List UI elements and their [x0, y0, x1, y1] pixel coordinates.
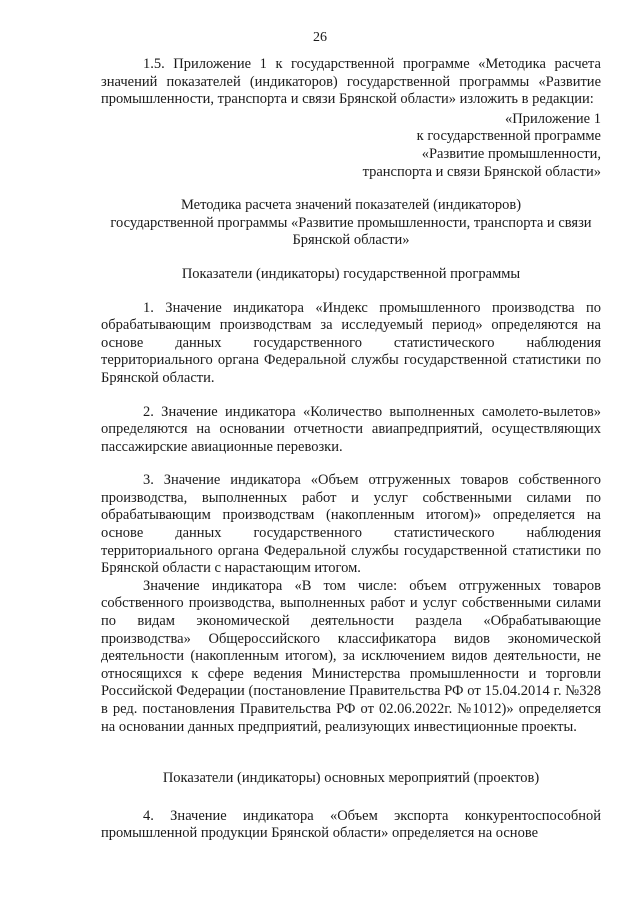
page-number: 26 [313, 30, 327, 45]
appendix-header-line: «Развитие промышленности, [421, 145, 601, 162]
appendix-header-line: транспорта и связи Брянской области» [362, 163, 601, 180]
paragraph-4: 4. Значение индикатора «Объем экспорта конкурентоспособной промышленной продукции Брянской области» определяется на основе [101, 807, 601, 842]
appendix-header [101, 111, 601, 181]
section-heading-activity-indicators: Показатели (индикаторы) основных мероприятий (проектов) [162, 770, 540, 787]
section-heading-program-indicators: Показатели (индикаторы) государственной программы [181, 265, 521, 282]
method-title-line: Брянской области» [292, 232, 410, 249]
method-title-line: Методика расчета значений показателей (индикаторов) [180, 197, 522, 214]
appendix-header-line: «Приложение 1 [505, 110, 601, 127]
appendix-header-line: к государственной программе [416, 128, 601, 145]
method-title [101, 197, 601, 250]
document-body [101, 56, 601, 843]
paragraph-3-continuation: Значение индикатора «В том числе: объем отгруженных товаров собственного производства, выполненных работ и услуг собственными силами по видам экономической деятельности раздела «Обрабатывающие производства» Общероссийского классификатора видов экономической деятельности (накопленным итогом), за исключением видов деятельности, не относящихся к сфере ведения Министерства промышленности и торговли Российской Федерации (постановление Правительства РФ от 15.04.2014 г. №328 в ред. постановления Правительства РФ от 02.06.2022г. №1012)» определяется на основании данных предприятий, реализующих инвестиционные проекты. [101, 577, 601, 735]
method-title-line: государственной программы «Развитие промышленности, транспорта и связи [110, 214, 592, 231]
paragraph-3: 3. Значение индикатора «Объем отгруженных товаров собственного производства, выполненных работ и услуг собственными силами по обрабатывающим производствам (накопленным итогом)» определяется на основе данных государственного статистического наблюдения территориального органа Федеральной службы государственной статистики по Брянской области с нарастающим итогом. [101, 472, 601, 577]
intro-paragraph: 1.5. Приложение 1 к государственной программе «Методика расчета значений показателей (индикаторов) государственной программы «Развитие промышленности, транспорта и связи Брянской области» изложить в редакции: [101, 56, 601, 108]
paragraph-1: 1. Значение индикатора «Индекс промышленного производства по обрабатывающим производствам за исследуемый период» определяются на основе данных государственного статистического наблюдения территориального органа Федеральной службы государственной статистики по Брянской области. [101, 299, 601, 386]
paragraph-2: 2. Значение индикатора «Количество выполненных самолето-вылетов» определяются на основании отчетности авиапредприятий, осуществляющих пассажирские авиационные перевозки. [101, 403, 601, 455]
